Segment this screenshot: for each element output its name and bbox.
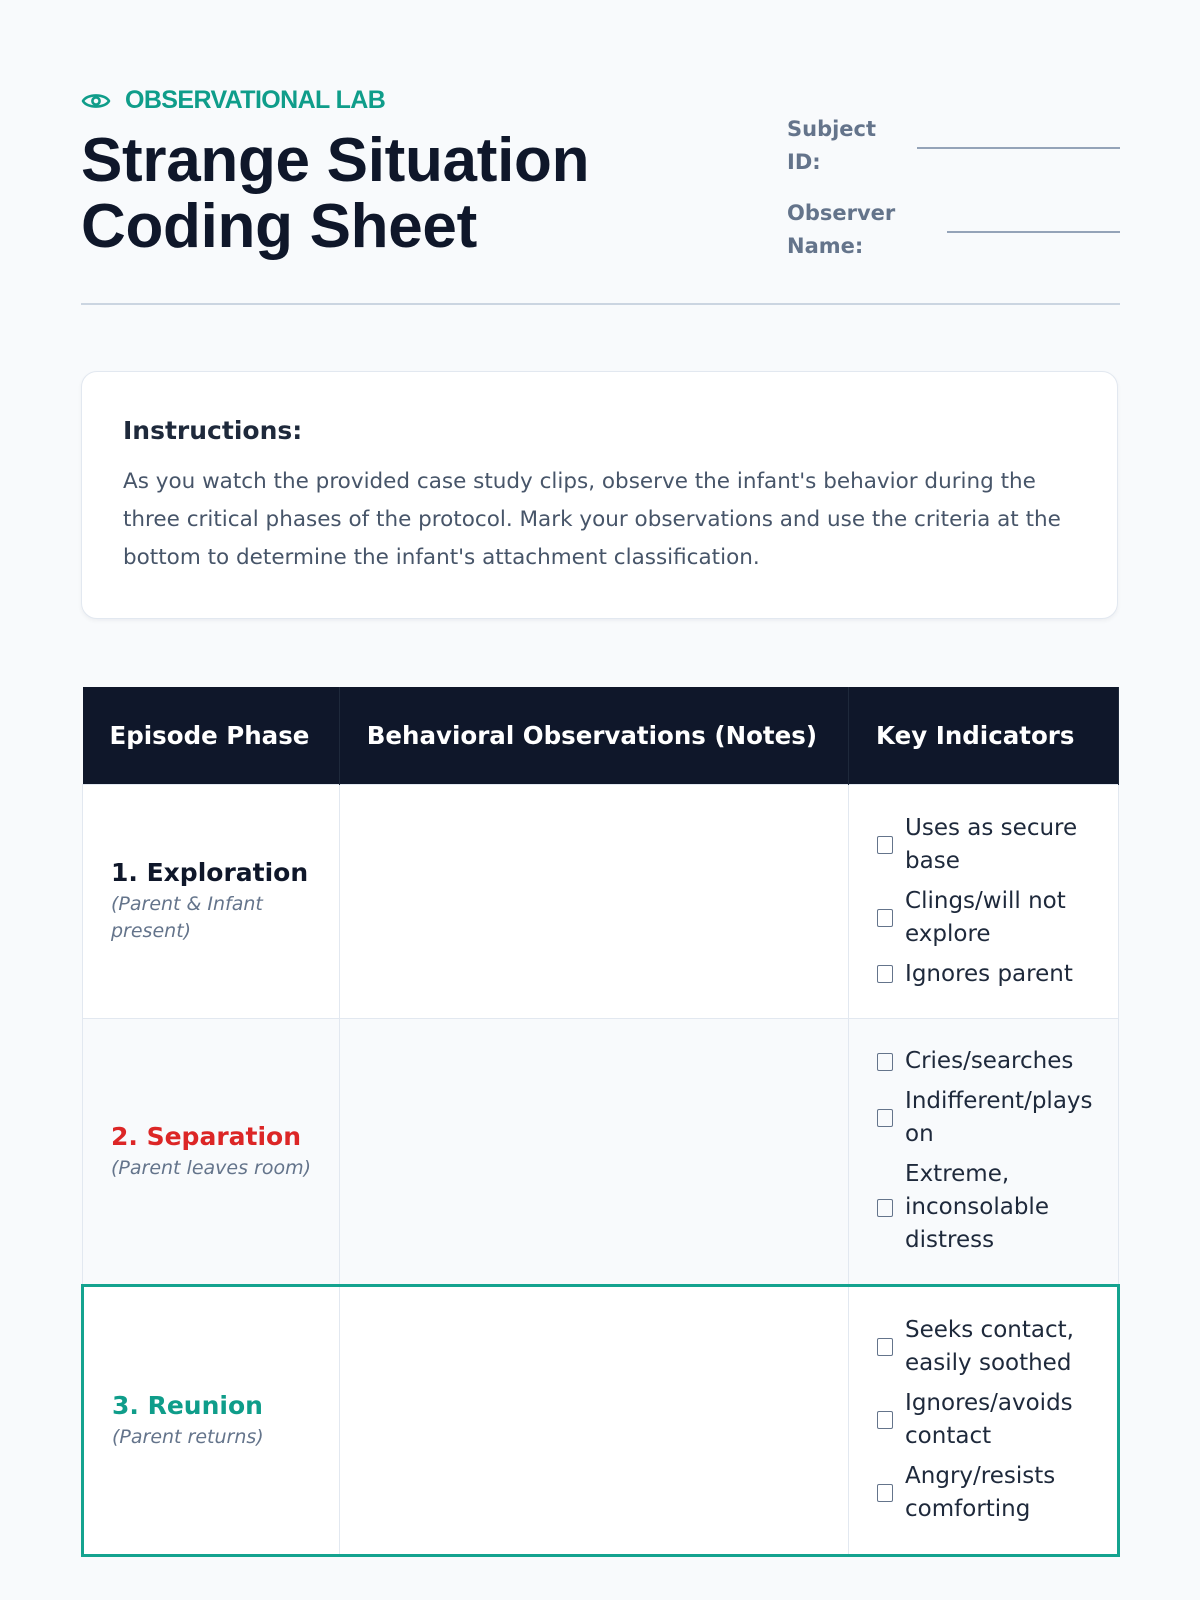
indicator-label: Angry/resists comforting (905, 1463, 1056, 1522)
indicators-cell (849, 1285, 1119, 1555)
checkbox[interactable] (877, 836, 893, 854)
subject-id-field[interactable] (917, 113, 1120, 149)
phase-cell (83, 784, 340, 1018)
checkbox[interactable] (877, 1053, 893, 1071)
column-header-phase: Episode Phase (83, 687, 340, 784)
eye-icon (81, 90, 111, 112)
lab-label: OBSERVATIONAL LAB (125, 86, 386, 114)
indicators-cell (849, 1018, 1119, 1285)
lab-eyebrow (81, 86, 385, 115)
indicator-label: Indifferent/plays on (905, 1088, 1093, 1147)
notes-cell[interactable] (339, 784, 848, 1018)
page-title: Strange Situation Coding Sheet (81, 126, 590, 261)
checkbox[interactable] (877, 1411, 893, 1429)
phase-subtitle: (Parent & Infant present) (111, 893, 263, 942)
indicators-cell (849, 784, 1119, 1018)
table-header-row (83, 687, 1119, 784)
indicator-item[interactable] (877, 812, 1098, 878)
coding-table (81, 687, 1120, 1557)
indicator-label: Clings/will not explore (905, 887, 1066, 947)
observer-name-row (787, 197, 1120, 263)
checkbox[interactable] (877, 1484, 893, 1502)
instructions-card (81, 371, 1118, 619)
indicator-item[interactable] (877, 958, 1098, 991)
indicator-label: Seeks contact, easily soothed (905, 1317, 1074, 1376)
table-row (83, 1285, 1119, 1555)
column-header-indicators: Key Indicators (849, 687, 1119, 784)
indicator-label: Uses as secure base (905, 814, 1078, 874)
indicator-label: Ignores/avoids contact (905, 1390, 1073, 1449)
phase-subtitle: (Parent returns) (112, 1425, 264, 1448)
indicator-item[interactable] (877, 885, 1098, 951)
instructions-body: As you watch the provided case study clips, observe the infant's behavior during the three critical phases of the protocol. Mark your observations and use the criteria at the bottom to determine the infant's attachment classification. (123, 469, 1061, 570)
checkbox[interactable] (877, 1199, 893, 1217)
observer-name-label: Observer Name: (787, 201, 896, 258)
indicator-label: Ignores parent (905, 960, 1073, 987)
subject-id-row (787, 113, 1120, 179)
indicator-item[interactable] (877, 1387, 1097, 1453)
phase-name: 2. Separation (111, 1121, 302, 1151)
subject-meta (787, 113, 1120, 281)
checkbox[interactable] (877, 965, 893, 983)
sheet-header (81, 0, 1120, 305)
phase-name: 3. Reunion (112, 1390, 263, 1420)
indicator-item[interactable] (877, 1085, 1098, 1151)
observer-name-field[interactable] (947, 197, 1120, 233)
indicator-item[interactable] (877, 1460, 1097, 1526)
subject-id-label: Subject ID: (787, 117, 877, 174)
indicator-item[interactable] (877, 1314, 1097, 1380)
checkbox[interactable] (877, 1109, 893, 1127)
phase-cell (83, 1285, 340, 1555)
notes-cell[interactable] (339, 1018, 848, 1285)
coding-sheet-page (81, 0, 1120, 1522)
indicator-item[interactable] (877, 1158, 1098, 1257)
indicator-item[interactable] (877, 1045, 1098, 1078)
instructions-title: Instructions: (123, 416, 303, 445)
notes-cell[interactable] (339, 1285, 848, 1555)
table-row (83, 1018, 1119, 1285)
phase-subtitle: (Parent leaves room) (111, 1156, 312, 1179)
checkbox[interactable] (877, 1338, 893, 1356)
table-row (83, 784, 1119, 1018)
phase-name: 1. Exploration (111, 858, 309, 887)
indicator-label: Extreme, inconsolable distress (905, 1161, 1049, 1253)
checkbox[interactable] (877, 909, 893, 927)
column-header-notes: Behavioral Observations (Notes) (339, 687, 848, 784)
phase-cell (83, 1018, 340, 1285)
indicator-label: Cries/searches (905, 1048, 1074, 1074)
